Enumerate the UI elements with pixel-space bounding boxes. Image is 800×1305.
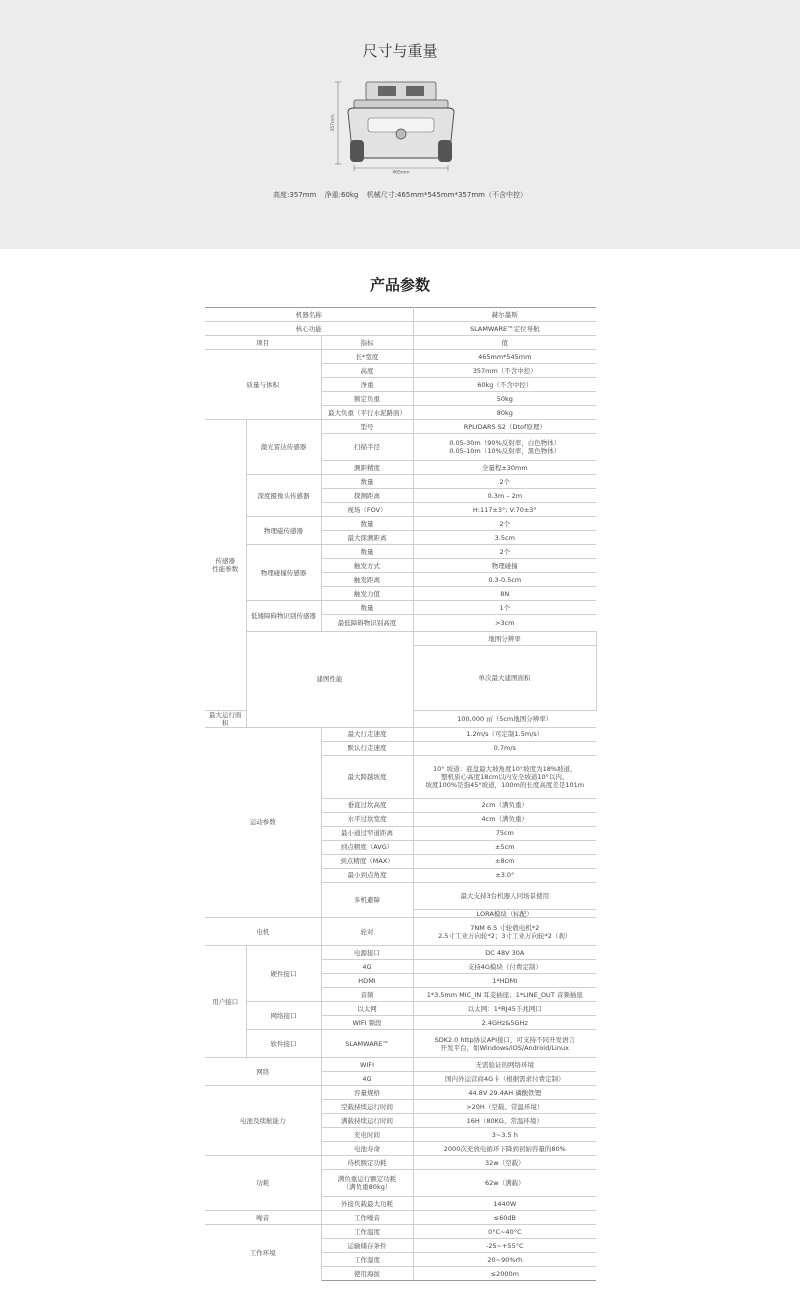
- table-cell: 建图性能: [246, 632, 413, 728]
- table-cell: 1*3.5mm MIC_IN 耳麦插座；1*LINE_OUT 音频插座: [413, 988, 596, 1002]
- table-cell: 运输储存条件: [321, 1239, 413, 1253]
- table-cell: 最大运行面积: [205, 710, 246, 727]
- table-cell: 充电时间: [321, 1128, 413, 1142]
- table-cell: SLAMWARE™定位导航: [413, 322, 596, 336]
- table-cell: 网络接口: [246, 1002, 321, 1030]
- table-cell: WIFI: [321, 1058, 413, 1072]
- table-cell: 使用海拔: [321, 1267, 413, 1281]
- table-row: [205, 1086, 596, 1100]
- table-cell: RPLIDARS S2（Dtof原理）: [413, 420, 596, 434]
- dim-weight: 净重:60kg: [324, 191, 359, 199]
- dimensions-section: [0, 0, 800, 249]
- table-cell: 扫描半径: [321, 434, 413, 461]
- table-cell: 全量程±30mm: [413, 461, 596, 475]
- table-cell: 机器名称: [205, 308, 413, 322]
- table-cell: 电池寿命: [321, 1142, 413, 1156]
- table-row: [205, 727, 596, 741]
- table-cell: 1个: [413, 601, 596, 615]
- table-cell: 到点精度（MAX）: [321, 854, 413, 868]
- table-row: [205, 1156, 596, 1170]
- table-row: [205, 601, 596, 615]
- table-cell: ±3.0°: [413, 868, 596, 882]
- table-cell: 最小通过窄道距离: [321, 826, 413, 840]
- table-cell: 支持4G模块（付费定制）: [413, 960, 596, 974]
- table-cell: 待机额定功耗: [321, 1156, 413, 1170]
- table-cell: 满负重运行额定功耗 （满负重80kg）: [321, 1170, 413, 1197]
- table-cell: 4G: [321, 1072, 413, 1086]
- table-row: [205, 420, 596, 434]
- table-cell: 0.3m – 2m: [413, 489, 596, 503]
- table-cell: SDK2.0 http协议API接口，可支持不同开发语言 开发平台，如Windows/iOS/Android/Linux: [413, 1030, 596, 1058]
- table-cell: 长*宽度: [321, 350, 413, 364]
- table-row: [205, 517, 596, 531]
- table-cell: 最大探测距离: [321, 531, 413, 545]
- table-cell: ≤2000m: [413, 1267, 596, 1281]
- table-cell: 地图分辨率: [413, 632, 596, 646]
- table-cell: 2000次充放电循环下降到初始容量的80%: [413, 1142, 596, 1156]
- table-cell: 用户接口: [205, 946, 246, 1058]
- table-cell: 4G: [321, 960, 413, 974]
- table-cell: 赫尔墨斯: [413, 308, 596, 322]
- table-cell: 最大负重（平行水泥路面）: [321, 406, 413, 420]
- table-cell: -25~+55°C: [413, 1239, 596, 1253]
- table-cell: 16H（80KG、常温环境）: [413, 1114, 596, 1128]
- table-cell: 硬件接口: [246, 946, 321, 1002]
- width-dimension-label: 465mm: [392, 170, 410, 174]
- table-cell: 电机: [205, 918, 321, 946]
- table-cell: 质量与体积: [205, 350, 321, 420]
- table-cell: 1*HDMI: [413, 974, 596, 988]
- table-cell: 音频: [321, 988, 413, 1002]
- table-cell: 净重: [321, 378, 413, 392]
- table-cell: 0.05-30m（90%反射率，白色物体） 0.05-10m（10%反射率，黑色物体）: [413, 434, 596, 461]
- table-cell: SLAMWARE™: [321, 1030, 413, 1058]
- table-cell: 空载持续运行时间: [321, 1100, 413, 1114]
- table-cell: 国内外运营商4G卡（根据需求付费定制）: [413, 1072, 596, 1086]
- height-dimension-label: 357mm: [331, 114, 336, 132]
- table-cell: 无需验证的网络环境: [413, 1058, 596, 1072]
- table-cell: 0.3-0.5cm: [413, 573, 596, 587]
- table-cell: 3.5cm: [413, 531, 596, 545]
- table-cell: 垂直过坎高度: [321, 798, 413, 812]
- table-cell: 32w（空载）: [413, 1156, 596, 1170]
- table-cell: 以太网：1*RJ45千兆网口: [413, 1002, 596, 1016]
- table-cell: 默认行走速度: [321, 741, 413, 755]
- table-cell: 指标: [321, 336, 413, 350]
- table-cell: 轮对: [321, 918, 413, 946]
- table-cell: 触发距离: [321, 573, 413, 587]
- table-row: [205, 350, 596, 364]
- robot-chassis-drawing: [328, 78, 472, 174]
- table-cell: 1440W: [413, 1197, 596, 1211]
- table-cell: 探测距离: [321, 489, 413, 503]
- table-row: [205, 308, 596, 322]
- table-cell: 电池及续航能力: [205, 1086, 321, 1156]
- table-cell: >3cm: [413, 615, 596, 632]
- table-cell: 2个: [413, 517, 596, 531]
- dimensions-summary: [0, 190, 800, 200]
- table-cell: WIFI 频段: [321, 1016, 413, 1030]
- table-cell: 值: [413, 336, 596, 350]
- table-cell: 触发方式: [321, 559, 413, 573]
- table-cell: 最小到点角度: [321, 868, 413, 882]
- table-cell: 外接负载最大功耗: [321, 1197, 413, 1211]
- table-row: [205, 545, 596, 559]
- table-cell: 运动参数: [205, 727, 321, 918]
- table-cell: 最大行走速度: [321, 727, 413, 741]
- table-cell: 8N: [413, 587, 596, 601]
- table-cell: 网络: [205, 1058, 321, 1086]
- table-cell: 最低障碍物识别高度: [321, 615, 413, 632]
- table-row: [205, 1058, 596, 1072]
- table-cell: 20~90%rh: [413, 1253, 596, 1267]
- table-cell: 数量: [321, 475, 413, 489]
- table-cell: 0.7m/s: [413, 741, 596, 755]
- table-cell: 4cm（满负重）: [413, 812, 596, 826]
- table-cell: 容量规格: [321, 1086, 413, 1100]
- spec-table: [205, 307, 596, 1281]
- table-cell: 物理磁传感器: [246, 517, 321, 545]
- table-cell: 60kg（不含中控）: [413, 378, 596, 392]
- table-cell: 核心功能: [205, 322, 413, 336]
- table-cell: 物理碰撞传感器: [246, 545, 321, 601]
- dim-height: 高度:357mm: [273, 191, 317, 199]
- table-cell: 357mm（不含中控）: [413, 364, 596, 378]
- table-cell: 1.2m/s（可定制1.5m/s）: [413, 727, 596, 741]
- table-row: [205, 918, 596, 946]
- table-cell: 10° 坡道：底盘最大坡角度10°坡度为18%坡道， 整机质心高度18cm以内安全坡道10°以内。 坡度100%是指45°坡道，100m的长度高度差是101m: [413, 755, 596, 798]
- table-cell: 2cm（满负重）: [413, 798, 596, 812]
- table-cell: 80kg: [413, 406, 596, 420]
- table-cell: 100,000 ㎡（5cm地图分辨率）: [413, 710, 596, 727]
- table-cell: 噪音: [205, 1211, 321, 1225]
- table-cell: 数量: [321, 517, 413, 531]
- table-cell: 传感器 性能参数: [205, 420, 246, 711]
- table-row: [205, 946, 596, 960]
- table-cell: 低矮障碍物识别传感器: [246, 601, 321, 632]
- dimensions-title: 尺寸与重量: [362, 42, 438, 60]
- table-cell: 44.8V 29.4AH 磷酸铁锂: [413, 1086, 596, 1100]
- table-cell: 高度: [321, 364, 413, 378]
- table-cell: 视场（FOV）: [321, 503, 413, 517]
- table-cell: HDMI: [321, 974, 413, 988]
- dim-size: 机械尺寸:465mm*545mm*357mm（不含中控）: [366, 191, 527, 199]
- table-cell: 额定负重: [321, 392, 413, 406]
- table-cell: 测距精度: [321, 461, 413, 475]
- table-cell: 项目: [205, 336, 321, 350]
- table-cell: ±5cm: [413, 840, 596, 854]
- table-cell: 50kg: [413, 392, 596, 406]
- table-row: [205, 1030, 596, 1058]
- table-cell: 型号: [321, 420, 413, 434]
- table-cell: 0°C~40°C: [413, 1225, 596, 1239]
- table-cell: 工作环境: [205, 1225, 321, 1281]
- table-cell: 电源接口: [321, 946, 413, 960]
- table-cell: 7NM 6.5 寸轮毂电机*2 2.5寸工业万向轮*2；3寸工业万向轮*2（刹）: [413, 918, 596, 946]
- table-cell: 465mm*545mm: [413, 350, 596, 364]
- table-cell: 62w（满载）: [413, 1170, 596, 1197]
- table-row: [205, 1211, 596, 1225]
- table-cell: 3~3.5 h: [413, 1128, 596, 1142]
- table-cell: 满载持续运行时间: [321, 1114, 413, 1128]
- table-cell: 以太网: [321, 1002, 413, 1016]
- table-cell: 2个: [413, 475, 596, 489]
- table-cell: 2个: [413, 545, 596, 559]
- table-cell: 工作噪音: [321, 1211, 413, 1225]
- table-cell: 水平过坎宽度: [321, 812, 413, 826]
- spec-section-title: 产品参数: [369, 276, 430, 294]
- table-cell: 物理碰撞: [413, 559, 596, 573]
- table-row: [205, 1002, 596, 1016]
- table-cell: 2.4GHz&5GHz: [413, 1016, 596, 1030]
- table-cell: >20H（空载、常温环境）: [413, 1100, 596, 1114]
- table-row: [205, 336, 596, 350]
- table-cell: 数量: [321, 545, 413, 559]
- table-cell: 工作湿度: [321, 1253, 413, 1267]
- table-cell: 最大跨越坡度: [321, 755, 413, 798]
- table-cell: 深度摄像头传感器: [246, 475, 321, 517]
- table-cell: 单次最大建图面积: [413, 646, 596, 711]
- table-cell: 触发力值: [321, 587, 413, 601]
- table-cell: 75cm: [413, 826, 596, 840]
- table-row: [205, 322, 596, 336]
- table-cell: 最大支持3台机器人同场景使用: [413, 882, 596, 909]
- table-cell: 激光雷达传感器: [246, 420, 321, 475]
- table-cell: DC 48V 30A: [413, 946, 596, 960]
- table-cell: LORA模块（标配）: [413, 909, 596, 918]
- table-cell: ±8cm: [413, 854, 596, 868]
- table-cell: 软件接口: [246, 1030, 321, 1058]
- table-row: [205, 1225, 596, 1239]
- table-cell: 功耗: [205, 1156, 321, 1211]
- table-cell: 到点精度（AVG）: [321, 840, 413, 854]
- table-cell: ≤60dB: [413, 1211, 596, 1225]
- table-row: [205, 632, 596, 646]
- table-cell: 数量: [321, 601, 413, 615]
- table-row: [205, 475, 596, 489]
- table-cell: H:117±3°; V:70±3°: [413, 503, 596, 517]
- table-cell: 工作温度: [321, 1225, 413, 1239]
- table-cell: 多机避障: [321, 882, 413, 918]
